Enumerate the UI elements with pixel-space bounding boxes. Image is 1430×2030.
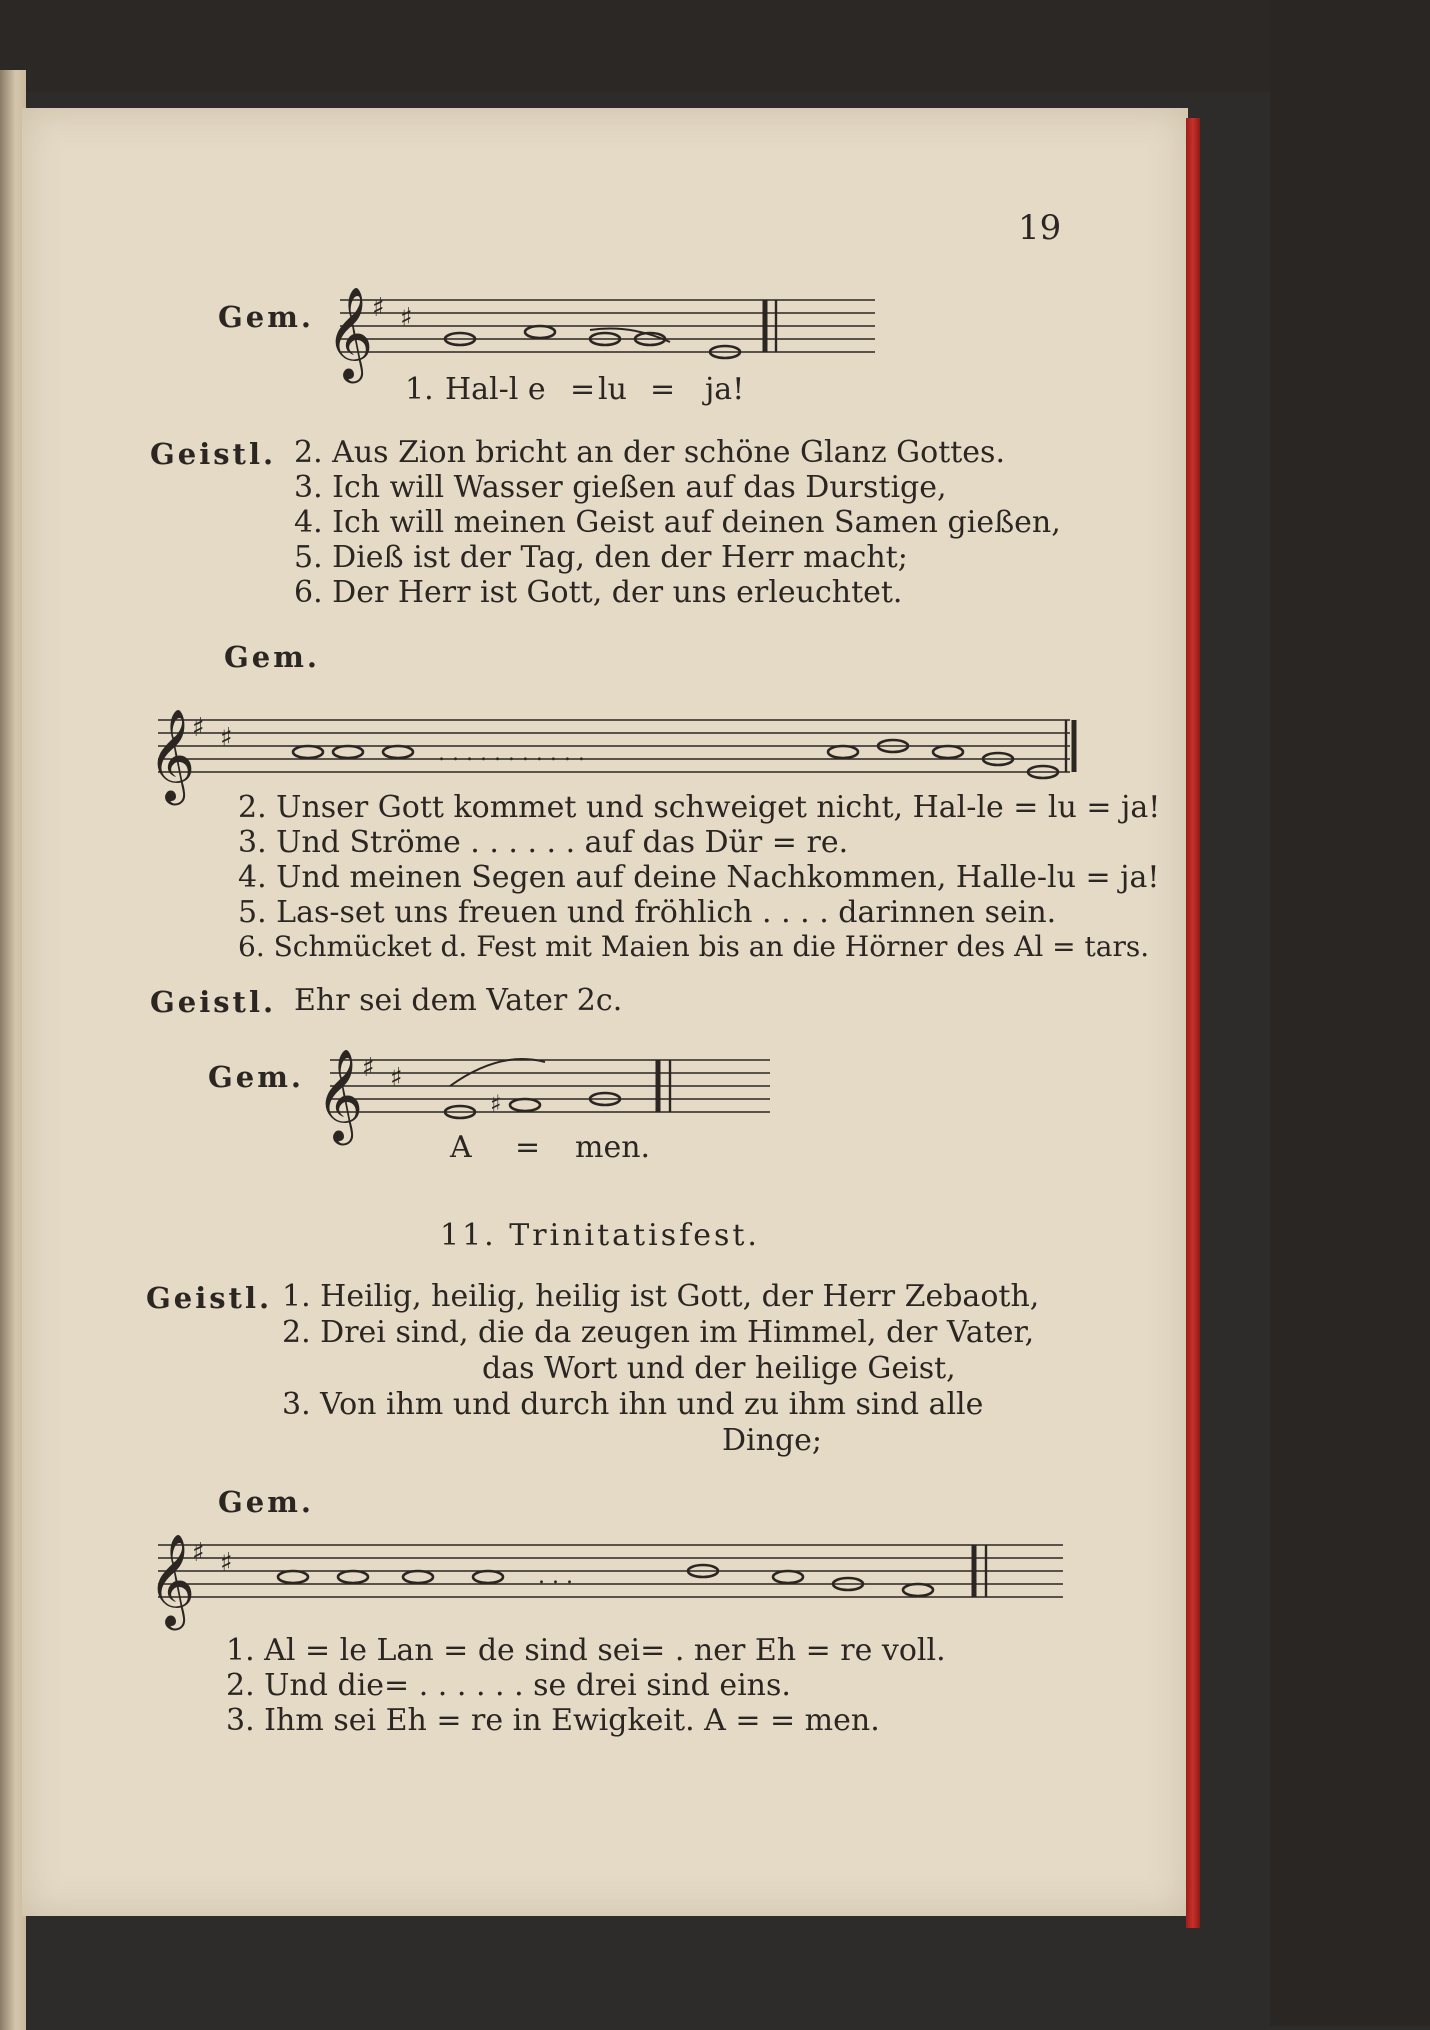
syllable: ja! [705, 372, 745, 407]
versicle-line: 3. Von ihm und durch ihn und zu ihm sind alle [282, 1387, 984, 1422]
gem-label: Gem. [208, 1060, 304, 1094]
response-number: 1. [405, 372, 434, 407]
geistl-label: Geistl. [150, 985, 277, 1019]
sharp-icon: ♯ [220, 723, 233, 753]
treble-clef-icon: 𝄞 [148, 708, 196, 801]
response-line: 1. Al = le Lan = de sind sei= . ner Eh = re voll. [226, 1633, 946, 1668]
treble-clef-icon: 𝄞 [326, 286, 374, 379]
versicle-line: 3. Ich will Wasser gießen auf das Durstige, [294, 470, 947, 505]
response-line: 3. Und Ströme . . . . . . auf das Dür = re. [238, 825, 849, 860]
gem-label: Gem. [218, 1485, 314, 1519]
syllable: Hal-l e [445, 372, 546, 407]
geistl-label: Geistl. [146, 1281, 273, 1315]
response-line: 2. Unser Gott kommet und schweiget nicht, Hal-le = lu = ja! [238, 790, 1161, 825]
response-line: 3. Ihm sei Eh = re in Ewigkeit. A = = men. [226, 1703, 880, 1738]
sharp-icon: ♯ [390, 1063, 403, 1093]
versicle-line: 5. Dieß ist der Tag, den der Herr macht; [294, 540, 908, 575]
syllable: lu [598, 372, 627, 407]
svg-text:. . . . . .: . . . . . . . . . . . [438, 741, 585, 766]
sharp-icon: ♯ [400, 303, 413, 333]
gem-label: Gem. [224, 640, 320, 674]
sharp-icon: ♯ [372, 293, 385, 323]
book-cover-top [0, 0, 1430, 92]
sharp-icon: ♯ [192, 713, 205, 743]
versicle-line: 2. Aus Zion bricht an der schöne Glanz Gottes. [294, 435, 1005, 470]
syllable: men. [575, 1130, 651, 1165]
svg-text:. . .: . . . [538, 1564, 573, 1589]
versicle-line: 2. Drei sind, die da zeugen im Himmel, der Vater, [282, 1315, 1035, 1350]
syllable: A [450, 1130, 472, 1165]
book-cover-board [1270, 0, 1430, 2026]
gem-label: Gem. [218, 300, 314, 334]
versicle-line: Dinge; [722, 1423, 823, 1458]
treble-clef-icon: 𝄞 [316, 1048, 364, 1141]
syllable-dash: = [650, 372, 676, 407]
response-line: 6. Schmücket d. Fest mit Maien bis an die Hörner des Al = tars. [238, 930, 1150, 963]
geistl-label: Geistl. [150, 437, 277, 471]
response-line: 2. Und die= . . . . . . se drei sind eins. [226, 1668, 791, 1703]
music-staff-3 [310, 1040, 780, 1150]
sharp-icon: ♯ [220, 1548, 233, 1578]
versicle-line: 6. Der Herr ist Gott, der uns erleuchtet. [294, 575, 903, 610]
page-number: 19 [1018, 208, 1062, 248]
response-line: 5. Las-set uns freuen und fröhlich . . . . darinnen sein. [238, 895, 1057, 930]
versicle-line: das Wort und der heilige Geist, [482, 1351, 956, 1386]
svg-text:♯: ♯ [490, 1090, 502, 1118]
section-heading: 11. Trinitatisfest. [440, 1218, 760, 1253]
doxology-line: Ehr sei dem Vater 2c. [294, 983, 623, 1018]
sharp-icon: ♯ [192, 1538, 205, 1568]
versicle-line: 1. Heilig, heilig, heilig ist Gott, der Herr Zebaoth, [282, 1279, 1040, 1314]
versicle-line: 4. Ich will meinen Geist auf deinen Samen gießen, [294, 505, 1061, 540]
response-line: 4. Und meinen Segen auf deine Nachkommen, Halle-lu = ja! [238, 860, 1160, 895]
sharp-icon: ♯ [362, 1053, 375, 1083]
music-staff-4 [148, 1525, 1068, 1625]
treble-clef-icon: 𝄞 [148, 1533, 196, 1626]
music-staff-2 [148, 700, 1078, 800]
syllable-dash: = [515, 1130, 541, 1165]
syllable-dash: = [570, 372, 596, 407]
red-page-edge [1186, 118, 1200, 1928]
